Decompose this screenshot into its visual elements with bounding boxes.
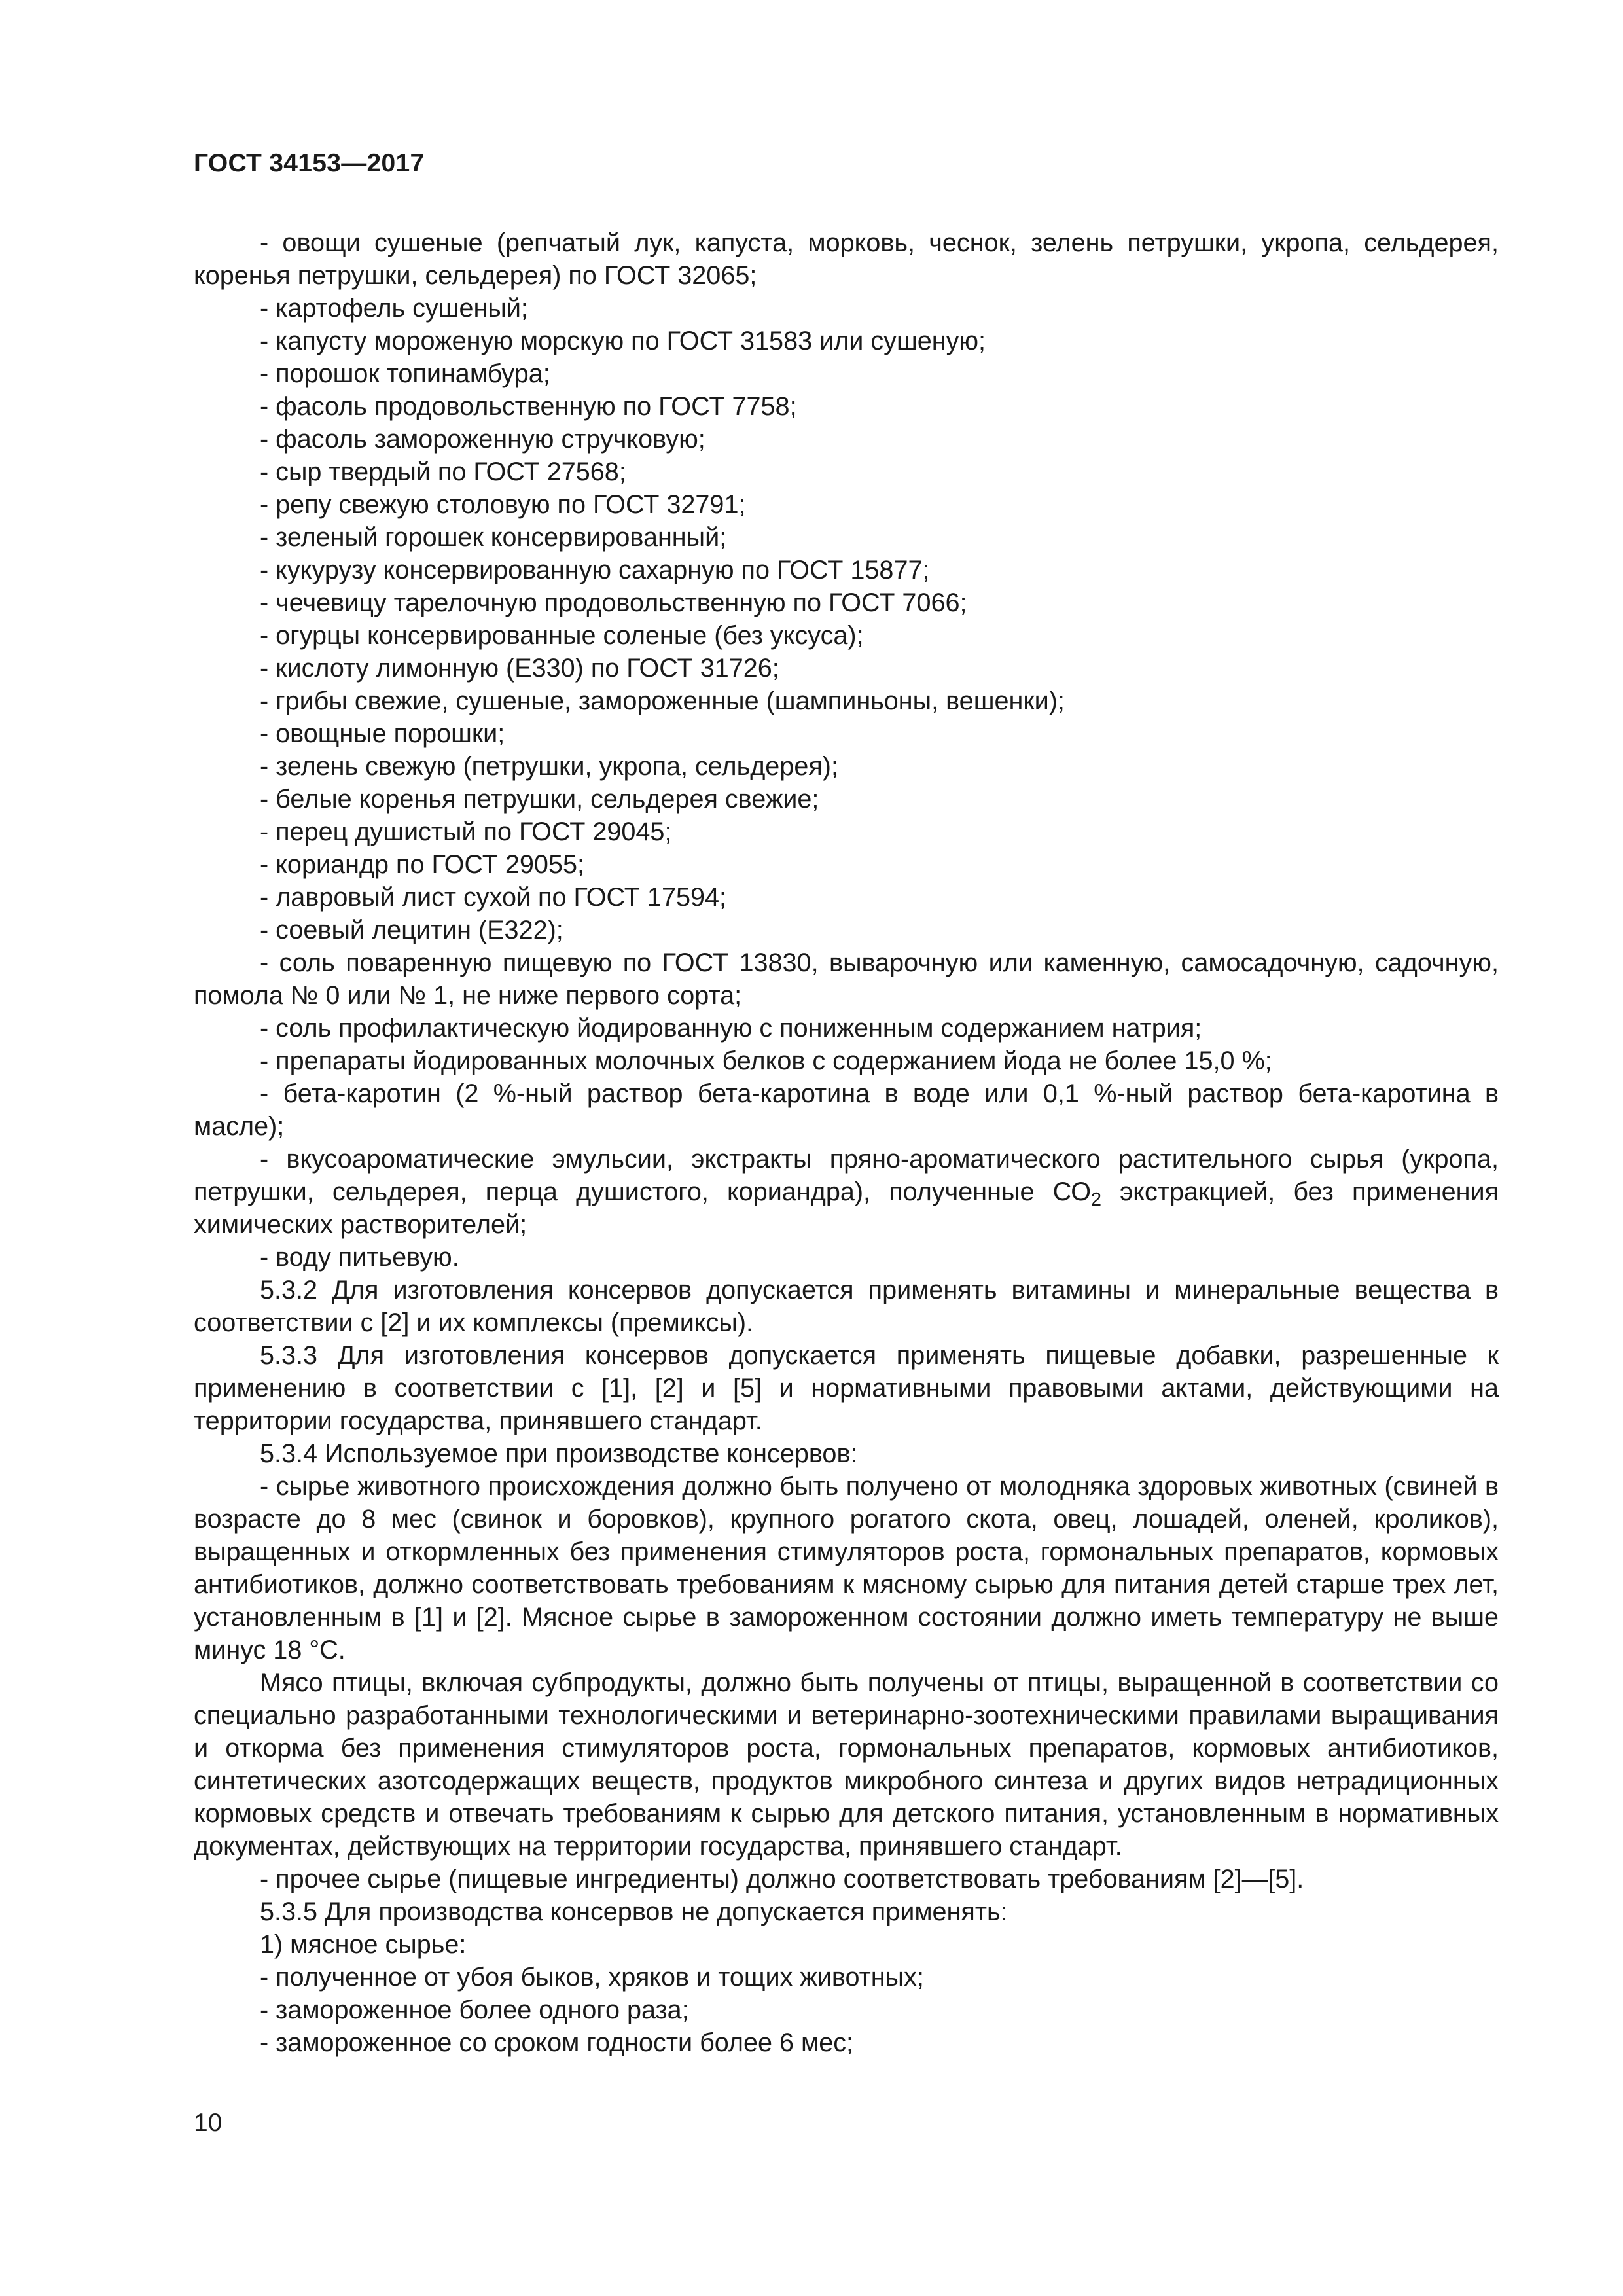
list-item: - кориандр по ГОСТ 29055; — [260, 850, 584, 879]
text-fragment: экстракцией, без применения химических растворителей; — [194, 1177, 1499, 1239]
list-item: - кислоту лимонную (Е330) по ГОСТ 31726; — [260, 654, 779, 683]
numbered-item: 1) мясное сырье: — [260, 1930, 467, 1959]
list-item: - зеленый горошек консервированный; — [260, 523, 727, 552]
clause-5-3-4: 5.3.4 Используемое при производстве консервов: — [260, 1439, 858, 1468]
list-item: - грибы свежие, сушеные, замороженные (шампиньоны, вешенки); — [260, 687, 1065, 715]
list-item: - прочее сырье (пищевые ингредиенты) должно соответствовать требованиям [2]—[5]. — [260, 1865, 1304, 1893]
list-item: - огурцы консервированные соленые (без уксуса); — [260, 621, 864, 650]
list-item: - воду питьевую. — [260, 1243, 459, 1272]
clause-5-3-2: 5.3.2 Для изготовления консервов допускается применять витамины и минеральные вещества в соответствии с [2] и их комплексы (премиксы). — [194, 1276, 1499, 1337]
list-item: - полученное от убоя быков, хряков и тощих животных; — [260, 1963, 924, 1992]
paragraph: Мясо птицы, включая субпродукты, должно быть получены от птицы, выращенной в соответствии со специально разработанными технологическими и ветеринарно-зоотехническими правилами выращивания и откорма без применения стимуляторов роста, гормональных препаратов, кормовых антибиотиков, синтетических азотсодержащих веществ, продуктов микробного синтеза и других видов нетрадиционных кормовых средств и отвечать требованиям к сырью для детского питания, установленным в нормативных документах, действующих на территории государства, принявшего стандарт. — [194, 1668, 1499, 1861]
list-item: - фасоль продовольственную по ГОСТ 7758; — [260, 392, 797, 421]
list-item: - препараты йодированных молочных белков с содержанием йода не более 15,0 %; — [260, 1047, 1272, 1075]
list-item: - репу свежую столовую по ГОСТ 32791; — [260, 490, 746, 519]
clause-5-3-5: 5.3.5 Для производства консервов не допускается применять: — [260, 1897, 1008, 1926]
list-item: - замороженное со сроком годности более 6 мес; — [260, 2028, 854, 2057]
list-item: - соевый лецитин (Е322); — [260, 916, 563, 944]
list-item: - соль поваренную пищевую по ГОСТ 13830, выварочную или каменную, самосадочную, садочную, помола № 0 или № 1, не ниже первого сорта; — [194, 948, 1499, 1010]
list-item: - чечевицу тарелочную продовольственную по ГОСТ 7066; — [260, 588, 967, 617]
list-item: - овощи сушеные (репчатый лук, капуста, морковь, чеснок, зелень петрушки, укропа, сельдерея, коренья петрушки, сельдерея) по ГОСТ 32065; — [194, 228, 1499, 290]
list-item: - замороженное более одного раза; — [260, 1996, 689, 2024]
list-item: - фасоль замороженную стручковую; — [260, 425, 705, 454]
list-item: - белые коренья петрушки, сельдерея свежие; — [260, 785, 819, 814]
document-code-header: ГОСТ 34153—2017 — [194, 149, 425, 177]
list-item: - овощные порошки; — [260, 719, 505, 748]
page-number: 10 — [194, 2109, 223, 2137]
list-item: - картофель сушеный; — [260, 294, 528, 323]
list-item: - зелень свежую (петрушки, укропа, сельдерея); — [260, 752, 838, 781]
document-body — [194, 226, 1499, 2059]
list-item-co2-extracts — [194, 1143, 1499, 1241]
list-item: - кукурузу консервированную сахарную по ГОСТ 15877; — [260, 556, 930, 584]
list-item: - перец душистый по ГОСТ 29045; — [260, 817, 672, 846]
clause-5-3-3: 5.3.3 Для изготовления консервов допускается применять пищевые добавки, разрешенные к применению в соответствии с [1], [2] и [5] и нормативными правовыми актами, действующими на территории государства, принявшего стандарт. — [194, 1341, 1499, 1435]
list-item: - лавровый лист сухой по ГОСТ 17594; — [260, 883, 726, 912]
subscript: 2 — [1091, 1189, 1101, 1210]
list-item: - сыр твердый по ГОСТ 27568; — [260, 457, 626, 486]
list-item: - капусту мороженую морскую по ГОСТ 31583 или сушеную; — [260, 327, 986, 355]
list-item: - порошок топинамбура; — [260, 359, 550, 388]
list-item: - бета-каротин (2 %-ный раствор бета-каротина в воде или 0,1 %-ный раствор бета-каротина в масле); — [194, 1079, 1499, 1141]
text-fragment: - вкусоароматические эмульсии, экстракты пряно-ароматического растительного сырья (укропа, петрушки, сельдерея, перца душистого, кориандра), полученные СО — [194, 1145, 1499, 1206]
list-item: - соль профилактическую йодированную с пониженным содержанием натрия; — [260, 1014, 1202, 1043]
list-item: - сырье животного происхождения должно быть получено от молодняка здоровых животных (свиней в возрасте до 8 мес (свинок и боровков), крупного рогатого скота, овец, лошадей, оленей, кроликов), выращенных и откормленных без применения стимуляторов роста, гормональных препаратов, кормовых антибиотиков, должно соответствовать требованиям к мясному сырью для питания детей старше трех лет, установленным в [1] и [2]. Мясное сырье в замороженном состоянии должно иметь температуру не выше минус 18 °С. — [194, 1472, 1499, 1664]
